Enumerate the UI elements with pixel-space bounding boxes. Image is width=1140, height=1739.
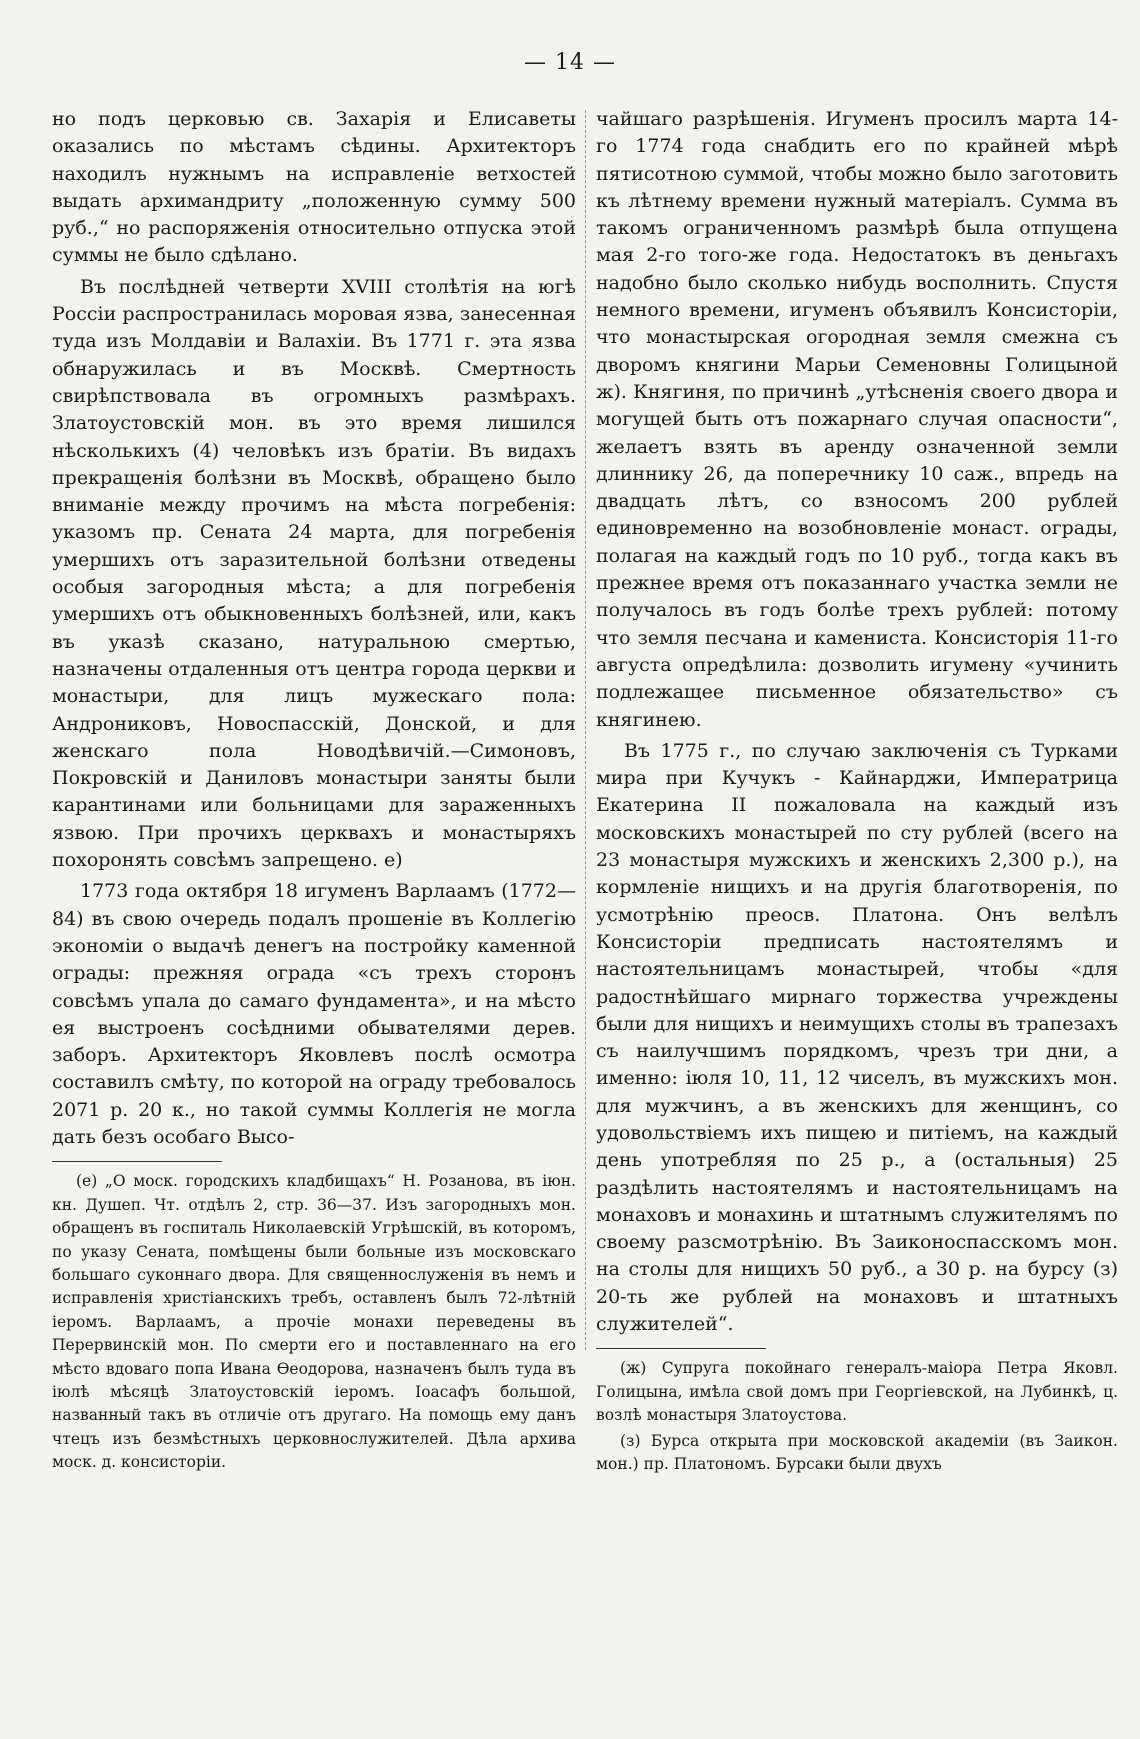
footnotes-left [52,1170,576,1474]
paragraph-left-1: но подъ церковью св. Захарія и Елисаветы оказались по мѣстамъ сѣдины. Архитекторъ находилъ нужнымъ на исправленіе ветхостей выдать архимандриту „положенную сумму 500 руб.,“ но распоряженія относительно отпуска этой суммы не было сдѣлано. [52,108,576,267]
column-divider [585,110,586,1350]
footnote-rule-right [596,1348,766,1349]
footnote-rule-left [52,1161,222,1162]
left-column [52,106,576,1477]
page-number: — 14 — [524,50,616,75]
paragraph-left-3: 1773 года октября 18 игуменъ Варлаамъ (1772—84) въ свою очередь подалъ прошеніе въ Коллегію экономіи о выдачѣ денегъ на постройку каменной ограды: прежняя ограда «съ трехъ сторонъ совсѣмъ упала до самаго фундамента», и на мѣсто ея выстроенъ сосѣдними обывателями дерев. заборъ. Архитекторъ Яковлевъ послѣ осмотра составилъ смѣту, по которой на ограду требовалось 2071 р. 20 к., но такой суммы Коллегія не могла дать безъ особаго Высо- [52,880,576,1148]
paragraph-left-2: Въ послѣдней четверти XVIII столѣтія на югѣ Россіи распространилась моровая язва, занесенная туда изъ Молдавіи и Валахіи. Въ 1771 г. эта язва обнаружилась и въ Москвѣ. Смертность свирѣпствовала въ огромныхъ размѣрахъ. Златоустовскій мон. въ это время лишился нѣсколькихъ (4) человѣкъ изъ братіи. Въ видахъ прекращенія болѣзни въ Москвѣ, обращено было вниманіе между прочимъ на мѣста погребенія: указомъ пр. Сената 24 марта, для погребенія умершихъ отъ заразительной болѣзни отведены особыя загородныя мѣста; а для погребенія умершихъ отъ обыкновенныхъ болѣзней, или, какъ въ указѣ сказано, натуральною смертью, назначены отдаленныя отъ центра города церкви и монастыри, для лицъ мужескаго пола: Андрониковъ, Новоспасскій, Донской, и для женскаго пола Новодѣвичій.—Симоновъ, Покровскій и Даниловъ монастыри заняты были карантинами или больницами для зараженныхъ язвою. При прочихъ церквахъ и монастыряхъ похоронять совсѣмъ запрещено. е) [52,275,576,872]
footnote-z: (з) Бурса открыта при московской академіи (въ Заикон. мон.) пр. Платономъ. Бурсаки были двухъ [596,1431,1118,1473]
footnote-zh: (ж) Супруга покойнаго генералъ-маіора Петра Яковл. Голицына, имѣла свой домъ при Георгіевской, на Лубинкѣ, ц. возлѣ монастыря Златоустова. [596,1359,1118,1425]
paragraph-right-2: Въ 1775 г., по случаю заключенія съ Турками мира при Кучукъ - Кайнарджи, Императрица Екатерина II пожаловала на каждый изъ московскихъ монастырей по сту рублей (всего на 23 монастыря мужскихъ и женскихъ 2,300 р.), на кормленіе нищихъ и на другія благотворенія, по усмотрѣнію преосв. Платона. Онъ велѣлъ Консисторіи предписать настоятелямъ и настоятельницамъ монастырей, чтобы «для радостнѣйшаго мирнаго торжества учреждены были для нищихъ и неимущихъ столы въ трапезахъ съ наилучшимъ порядкомъ, чрезъ три дни, а именно: іюля 10, 11, 12 чиселъ, въ мужскихъ мон. для мужчинъ, а въ женскихъ для женщинъ, со удовольствіемъ ихъ пищею и питіемъ, на каждый день употребляя по 25 р., а (остальныя) 25 раздѣлить настоятелямъ и настоятельницамъ на монаховъ и монахинь и штатнымъ служителямъ по своему разсмотрѣнію. Въ Заиконоспасскомъ мон. на столы для нищихъ 50 руб., а 30 р. на бурсу (з) 20-ть же рублей на монаховъ и штатныхъ служителей“. [596,739,1118,1336]
footnotes-right [596,1357,1118,1476]
footnote-e: (е) „О моск. городскихъ кладбищахъ“ Н. Розанова, въ іюн. кн. Душеп. Чт. отдѣлъ 2, стр. 36—37. Изъ загородныхъ мон. обращенъ въ госпиталь Николаевскій Угрѣшскій, въ которомъ, по указу Сената, помѣщены были больные изъ московскаго большаго суконнаго двора. Для священнослуженія въ немъ и исправленія христіанскихъ требъ, оставленъ былъ 72-лѣтній іеромъ. Варлаамъ, а прочіе монахи переведены въ Перервинскій мон. По смерти его и поставленнаго на его мѣсто вдоваго попа Ивана Ѳеодорова, назначенъ былъ туда въ іюлѣ мѣсяцѣ Златоустовскій іеромъ. Іоасафъ большой, названный такъ въ отличіе отъ другаго. На помощь ему данъ чтецъ изъ безмѣстныхъ церковнослужителей. Дѣла архива моск. д. консисторіи. [52,1172,576,1472]
right-column [596,106,1118,1478]
paragraph-right-1: чайшаго разрѣшенія. Игуменъ просилъ марта 14-го 1774 года снабдить его по крайней мѣрѣ пятисотною суммой, чтобы можно было заготовить къ лѣтнему времени нужный матеріалъ. Сумма въ такомъ ограниченномъ размѣрѣ была отпущена мая 2-го того-же года. Недостатокъ въ деньгахъ надобно было сколько нибудь восполнить. Спустя немного времени, игуменъ объявилъ Консисторіи, что монастырская огородная земля смежна съ дворомъ княгини Марьи Семеновны Голицыной ж). Княгиня, по причинѣ „утѣсненія своего двора и могущей быть отъ пожарнаго случая опасности“, желаетъ взять въ аренду означенной земли длиннику 26, да поперечнику 10 саж., впредь на двадцать лѣтъ, со взносомъ 200 рублей единовременно на возобновленіе монаст. ограды, полагая на каждый годъ по 10 руб., тогда какъ въ прежнее время отъ показаннаго участка земли не получалось въ годъ болѣе трехъ рублей: потому что земля песчана и камениста. Консисторія 11-го августа опредѣлила: дозволить игумену «учинить подлежащее письменное обязательство» съ княгинею. [596,108,1118,731]
